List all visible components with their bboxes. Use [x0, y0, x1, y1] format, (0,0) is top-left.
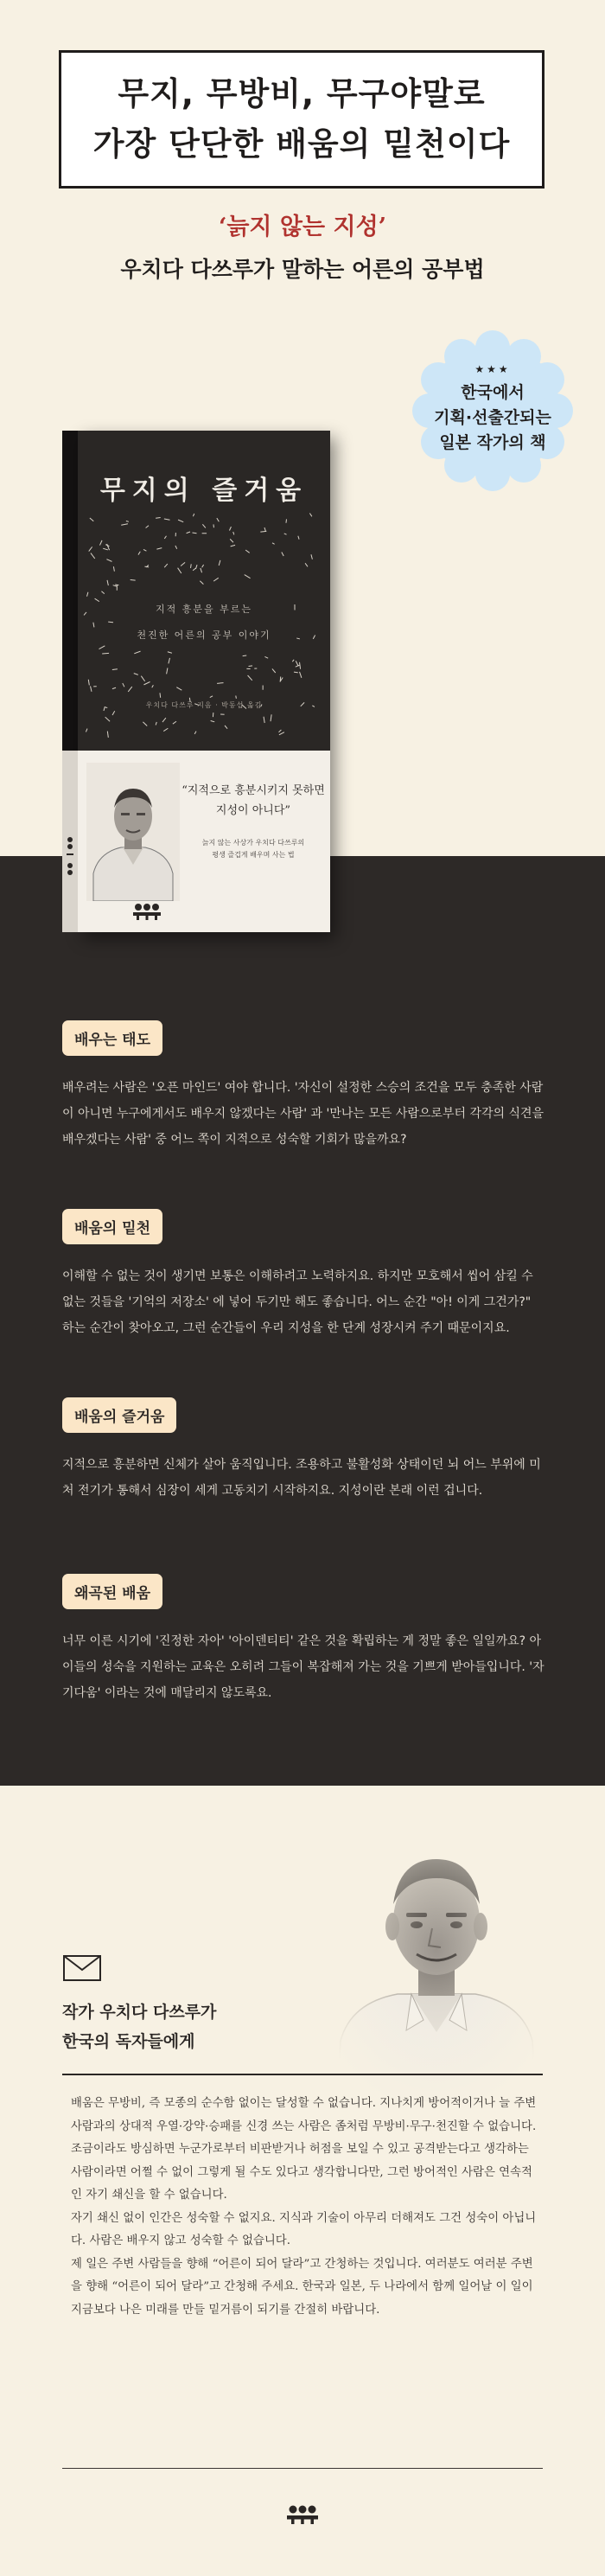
- publisher-logo-icon: [285, 2503, 320, 2529]
- author-photo: [328, 1825, 544, 2101]
- confetti-mark: [107, 580, 108, 585]
- headline-box: [59, 50, 544, 189]
- confetti-mark: [126, 521, 129, 522]
- confetti-mark: [112, 711, 115, 715]
- confetti-mark: [249, 666, 252, 667]
- confetti-mark: [112, 669, 118, 670]
- confetti-mark: [272, 668, 276, 673]
- confetti-mark: [294, 672, 298, 673]
- confetti-mark: [230, 539, 233, 542]
- confetti-mark: [292, 660, 294, 662]
- confetti-mark: [178, 568, 182, 573]
- bottom-divider: [62, 2468, 543, 2469]
- confetti-mark: [202, 524, 205, 527]
- confetti-mark: [164, 536, 166, 539]
- confetti-mark: [168, 652, 172, 653]
- confetti-mark: [217, 683, 223, 684]
- confetti-mark: [105, 717, 110, 721]
- confetti-mark: [91, 553, 95, 559]
- confetti-mark: [143, 722, 147, 726]
- badge-text: [411, 363, 575, 456]
- confetti-mark: [160, 693, 161, 698]
- letter-paragraph-2: 자기 쇄신 없이 인간은 성숙할 수 없지요. 지식과 기술이 아무리 더해져도 그건 성숙이 아닙니다. 사람은 배우지 않고 성숙할 수 없습니다.: [71, 2211, 537, 2247]
- confetti-mark: [211, 720, 215, 721]
- envelope-icon: [62, 1954, 102, 1985]
- section-distorted: [62, 1574, 546, 1706]
- book-quote-2: 지성이 아니다”: [215, 804, 291, 817]
- confetti-mark: [193, 514, 194, 516]
- section-label: 왜곡된 배움: [62, 1574, 162, 1609]
- confetti-mark: [245, 575, 251, 578]
- confetti-mark: [217, 518, 220, 521]
- confetti-mark: [169, 658, 170, 664]
- confetti-mark: [123, 683, 124, 687]
- letter-paragraph-1: 배움은 무방비, 즉 모종의 순수함 없이는 달성할 수 없습니다. 지나치게 방어적이거나 늘 주변 사람과의 상대적 우열·강약·승패를 신경 쓰는 사람은 좀처럼 무방비·무구·천진할 수 없습니다. 조금이라도 방심하면 누군가로부터 비판받거나 허점을 보일 수 있고 공격받는다고 생각하는 사람이라면 어쩔 수 없이 그렇게 될 수도 있다고 생각합니다만, 그런 방어적인 사람은 연속적인 자기 쇄신을 할 수 없습니다.: [71, 2097, 537, 2202]
- badge-line-2: 기획·선출간되는: [434, 408, 551, 427]
- badge: [411, 329, 575, 493]
- confetti-mark: [103, 548, 108, 550]
- confetti-mark: [102, 653, 109, 654]
- confetti-mark: [210, 696, 213, 698]
- confetti-mark: [101, 591, 104, 594]
- confetti-mark: [305, 563, 308, 566]
- confetti-mark: [164, 519, 170, 520]
- confetti-mark: [113, 566, 114, 571]
- confetti-mark: [191, 564, 192, 568]
- confetti-mark: [194, 732, 196, 734]
- confetti-mark: [167, 668, 168, 674]
- confetti-mark: [298, 536, 299, 540]
- book-cover: [62, 431, 330, 932]
- quote-subtitle: 우치다 다쓰루가 말하는 어른의 공부법: [120, 257, 485, 282]
- section-label: 배움의 밑천: [62, 1209, 162, 1244]
- section-body: 배우려는 사람은 '오픈 마인드' 여야 합니다. '자신이 설정한 스승의 조건을 모두 충족한 사람이 아니면 누구에게서도 배우지 않겠다는 사람' 과 '만나는 모든 사람으로부터 각각의 식견을 배우겠다는 사람' 중 어느 쪽이 지적으로 성숙할 기회가 많을까요?: [62, 1081, 544, 1147]
- section-body: 너무 이른 시기에 '진정한 자아' '아이덴티티' 같은 것을 확립하는 게 정말 좋은 일일까요? 아이들의 성숙을 지원하는 교육은 오히려 그들이 복잡해져 가는 것을 기쁘게 받아들입니다. '자기다움' 이라는 것에 매달리지 않도록요.: [62, 1634, 544, 1700]
- section-attitude: [62, 1020, 546, 1153]
- section-foundation: [62, 1209, 546, 1341]
- author-letter: [71, 2093, 538, 2322]
- badge-line-1: 한국에서: [461, 383, 525, 402]
- confetti-mark: [87, 592, 88, 597]
- confetti-mark: [225, 725, 227, 729]
- confetti-mark: [200, 581, 203, 585]
- confetti-mark: [107, 732, 108, 738]
- confetti-mark: [272, 543, 275, 544]
- badge-stars: ★★★: [474, 363, 511, 375]
- confetti-mark: [282, 552, 283, 555]
- confetti-mark: [144, 566, 149, 567]
- confetti-mark: [156, 548, 162, 550]
- author-title: [62, 1998, 216, 2056]
- confetti-mark: [143, 681, 150, 684]
- book-quote-1: “지적으로 흥분시키지 못하면: [182, 784, 325, 797]
- confetti-mark: [300, 662, 301, 669]
- confetti-mark: [233, 532, 234, 534]
- confetti-mark: [141, 676, 144, 681]
- section-label: 배움의 즐거움: [62, 1397, 176, 1433]
- confetti-mark: [264, 527, 265, 531]
- confetti-mark: [296, 665, 300, 667]
- confetti-mark: [90, 518, 93, 521]
- confetti-mark: [264, 656, 268, 658]
- confetti-mark: [113, 585, 118, 587]
- section-body: 지적으로 흥분하면 신체가 살아 움직입니다. 조용하고 불활성화 상태이던 뇌 어느 부위에 미처 전기가 통해서 심장이 세게 고동치기 시작하지요. 지성이란 본래 이런 겁니다.: [62, 1458, 541, 1498]
- book-subtitle-1: 지적 흥분을 부르는: [155, 604, 252, 615]
- confetti-mark: [248, 675, 252, 681]
- confetti-mark: [193, 533, 197, 534]
- confetti-mark: [229, 527, 231, 530]
- confetti-mark: [311, 554, 312, 559]
- confetti-mark: [178, 520, 183, 522]
- confetti-mark: [201, 568, 202, 572]
- badge-line-3: 일본 작가의 책: [439, 433, 546, 452]
- confetti-mark: [193, 568, 195, 571]
- confetti-mark: [195, 565, 197, 569]
- author-title-2: 한국의 독자들에게: [62, 2032, 195, 2051]
- confetti-mark: [138, 552, 140, 555]
- confetti-mark: [164, 564, 168, 567]
- book-publisher-logo-icon: [131, 902, 162, 924]
- confetti-mark: [162, 718, 166, 722]
- confetti-mark: [176, 687, 182, 691]
- confetti-mark: [309, 513, 312, 516]
- confetti-mark: [243, 655, 247, 656]
- confetti-mark: [99, 540, 102, 546]
- section-joy: [62, 1397, 546, 1504]
- letter-paragraph-3: 제 일은 주변 사람들을 향해 “어른이 되어 달라”고 간청하는 것입니다. 여러분도 여러분 주변을 향해 “어른이 되어 달라”고 간청해 주세요. 한국과 일본, 두 나라에서 함께 일어날 이 일이 지금보다 나은 미래를 만들 밑거름이 되기를 간절히 바랍니다.: [71, 2257, 533, 2317]
- section-body: 이해할 수 없는 것이 생기면 보통은 이해하려고 노력하지요. 하지만 모호해서 씹어 삼킬 수 없는 것들을 '기억의 저장소' 에 넣어 두기만 해도 좋습니다. 어느 순간 "아! 이게 그건가?" 하는 순간이 찾아오고, 그런 순간들이 우리 지성을 한 단계 성장시켜 주기 때문이지요.: [62, 1269, 533, 1335]
- book-title: 무지의 즐거움: [99, 476, 309, 506]
- section-label: 배우는 태도: [62, 1020, 162, 1056]
- confetti-mark: [106, 559, 111, 562]
- book-blurb-1: 늙지 않는 사상가 우치다 다쓰루의: [201, 839, 305, 847]
- confetti-mark: [300, 672, 302, 678]
- confetti-mark: [88, 680, 89, 686]
- confetti-mark: [163, 728, 168, 731]
- author-divider: [62, 2074, 543, 2075]
- book-subtitle: [78, 597, 330, 649]
- confetti-mark: [236, 696, 237, 699]
- book-quote: [180, 781, 327, 821]
- confetti-mark: [143, 549, 146, 551]
- confetti-mark: [86, 729, 87, 732]
- book-author-photo: [86, 763, 180, 901]
- confetti-mark: [181, 562, 185, 566]
- confetti-mark: [134, 651, 140, 654]
- confetti-mark: [202, 565, 204, 567]
- confetti-mark: [245, 550, 250, 553]
- headline-line-2: 가장 단단한 배움의 밑천이다: [92, 125, 511, 163]
- confetti-mark: [152, 685, 154, 687]
- confetti-mark: [134, 674, 138, 675]
- book-author: 우치다 다쓰루 지음 · 박동섭 옮김: [145, 701, 263, 709]
- confetti-mark: [219, 560, 220, 566]
- book-blurb-2: 평생 즐겁게 배우며 사는 법: [212, 851, 295, 859]
- confetti-mark: [260, 531, 266, 532]
- confetti-mark: [91, 686, 92, 691]
- confetti-mark: [279, 732, 284, 735]
- confetti-mark: [131, 580, 136, 581]
- quote-title: ‘늙지 않는 지성’: [218, 214, 387, 240]
- confetti-mark: [213, 578, 219, 581]
- confetti-mark: [175, 546, 177, 549]
- confetti-mark: [187, 532, 190, 534]
- book-subtitle-2: 천진한 어른의 공부 이야기: [137, 630, 271, 641]
- confetti-mark: [278, 730, 281, 732]
- book-blurb: [180, 837, 327, 861]
- confetti-mark: [156, 518, 161, 519]
- book-spine-logo-icon: [65, 833, 75, 888]
- confetti-mark: [173, 721, 176, 724]
- confetti-mark: [231, 545, 235, 547]
- confetti-mark: [112, 687, 116, 688]
- confetti-mark: [146, 526, 149, 528]
- author-title-1: 작가 우치다 다쓰루가: [62, 2003, 217, 2022]
- confetti-mark: [286, 519, 287, 522]
- confetti-mark: [128, 687, 132, 692]
- confetti-mark: [121, 524, 128, 525]
- confetti-mark: [89, 547, 92, 551]
- headline-line-1: 무지, 무방비, 무구야말로: [118, 75, 486, 112]
